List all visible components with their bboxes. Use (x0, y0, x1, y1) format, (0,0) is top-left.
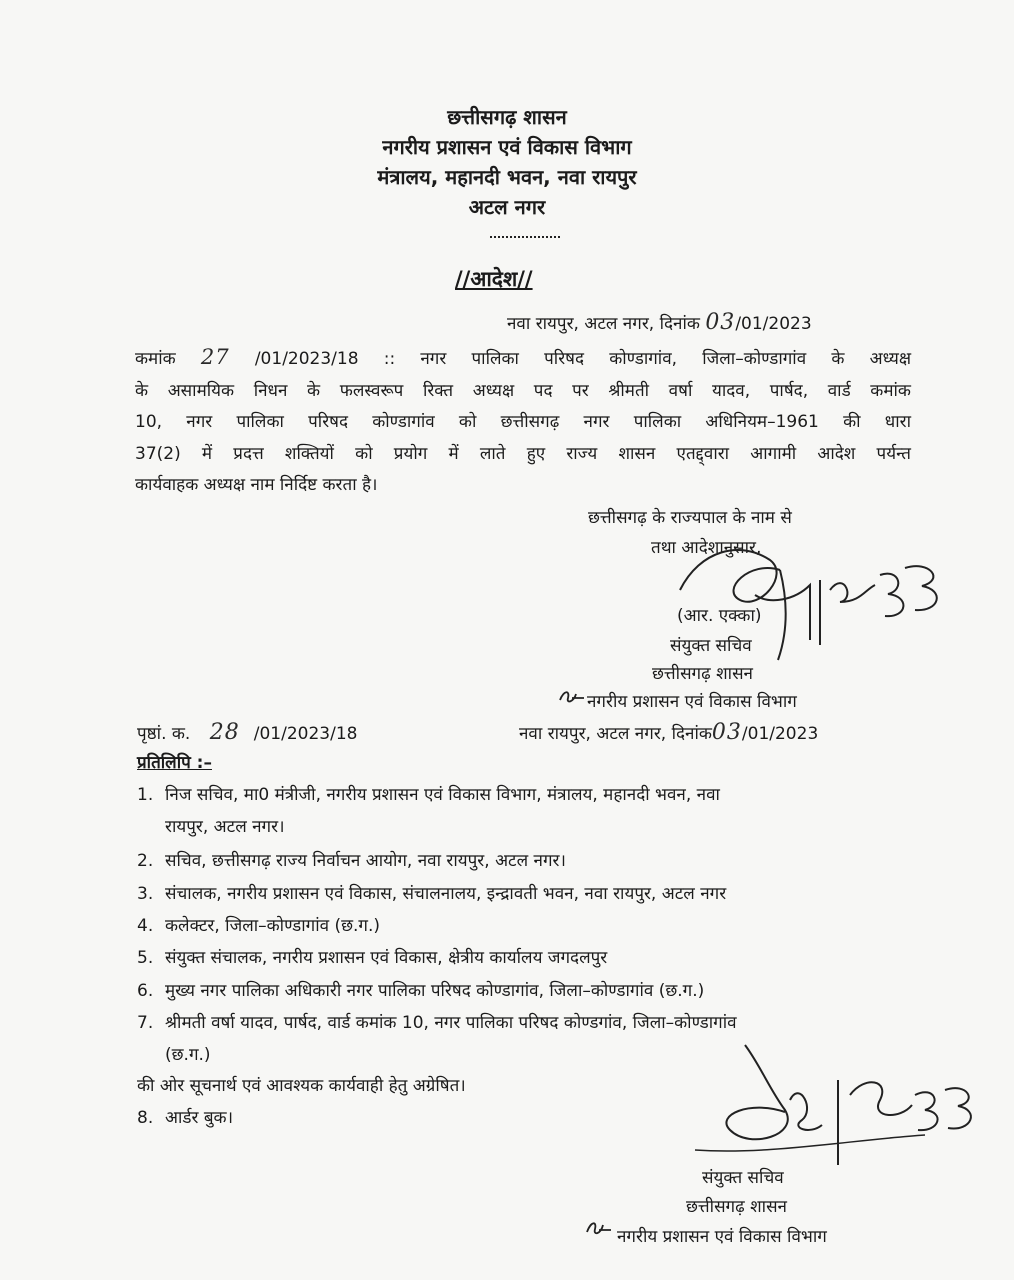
list-item-number: 2. (137, 851, 154, 871)
signature1-name: (आर. एक्का) (677, 606, 762, 626)
signature1-authority: छत्तीसगढ़ के राज्यपाल के नाम से (588, 508, 792, 528)
list-item-text: संयुक्त संचालक, नगरीय प्रशासन एवं विकास, क्षेत्रीय कार्यालय जगदलपुर (165, 948, 608, 968)
endorsement-number (137, 720, 357, 745)
order-body-line: के असामयिक निधन के फलस्वरूप रिक्त अध्यक्ष पद पर श्रीमती वर्षा यादव, पार्षद, वार्ड कमांक (135, 380, 911, 401)
header-address (0, 163, 1014, 190)
order-number-handwritten: 27 (200, 345, 230, 369)
order-title-text: //आदेश// (455, 267, 533, 291)
header-city (0, 193, 1014, 220)
header-govt-text: छत्तीसगढ़ शासन (447, 105, 567, 129)
endorsement-date-prefix: नवा रायपुर, अटल नगर, दिनांक (519, 724, 712, 744)
order-date-prefix: नवा रायपुर, अटल नगर, दिनांक (507, 314, 700, 334)
endorsement-date-suffix: /01/2023 (741, 724, 819, 744)
header-divider (490, 236, 560, 238)
list-item (137, 848, 566, 871)
signature2-govt: छत्तीसगढ़ शासन (686, 1197, 787, 1217)
list-item (137, 1010, 737, 1033)
endorsement-number-suffix: /01/2023/18 (253, 724, 358, 744)
list-item-number: 4. (137, 916, 154, 936)
order-number-suffix: /01/2023/18 :: नगर पालिका परिषद कोण्डागांव, जिला–कोण्डागांव के अध्यक्ष (254, 349, 912, 369)
list-item-number: 7. (137, 1013, 154, 1033)
header-dept (0, 133, 1014, 160)
signature1-dept: नगरीय प्रशासन एवं विकास विभाग (587, 692, 797, 712)
order-body-line: कार्यवाहक अध्यक्ष नाम निर्दिष्ट करता है। (135, 475, 378, 495)
header-govt (0, 103, 1014, 130)
list-item-text: सचिव, छत्तीसगढ़ राज्य निर्वाचन आयोग, नवा रायपुर, अटल नगर। (165, 851, 566, 871)
forward-line: की ओर सूचनार्थ एवं आवश्यक कार्यवाही हेतु अग्रेषित। (137, 1076, 466, 1096)
endorsement-date-handwritten: 03 (711, 720, 742, 745)
list-item-text: श्रीमती वर्षा यादव, पार्षद, वार्ड कमांक 10, नगर पालिका परिषद कोण्डगांव, जिला–कोण्डागांव (165, 1013, 737, 1033)
order-date (507, 310, 812, 335)
flourish-icon (585, 1218, 613, 1238)
order-number-prefix: कमांक (135, 349, 176, 369)
list-item-text: मुख्य नगर पालिका अधिकारी नगर पालिका परिषद कोण्डागांव, जिला–कोण्डागांव (छ.ग.) (165, 981, 705, 1001)
order-title (455, 265, 533, 293)
signature1-order-line: तथा आदेशानुसार, (651, 538, 762, 558)
endorsement-date (519, 720, 818, 745)
endorsement-number-handwritten: 28 (209, 720, 240, 745)
header-dept-text: नगरीय प्रशासन एवं विकास विभाग (382, 135, 632, 159)
list-item-text: कलेक्टर, जिला–कोण्डागांव (छ.ग.) (165, 916, 381, 936)
signature1-govt: छत्तीसगढ़ शासन (652, 664, 753, 684)
list-item-continuation: (छ.ग.) (165, 1045, 211, 1065)
order-body-first-line (135, 342, 911, 376)
order-body (135, 342, 911, 502)
list-item-text: निज सचिव, मा0 मंत्रीजी, नगरीय प्रशासन एवं विकास विभाग, मंत्रालय, महानदी भवन, नवा (165, 785, 720, 805)
list-item (137, 913, 380, 936)
list-item (137, 881, 726, 904)
copy-label: प्रतिलिपि :– (137, 753, 212, 773)
list-item (137, 945, 607, 968)
list-item-number: 6. (137, 981, 154, 1001)
order-body-line: 37(2) में प्रदत्त शक्तियों को प्रयोग में लाते हुए राज्य शासन एतद्द्वारा आगामी आदेश पर्यन्त (135, 443, 911, 464)
header-city-text: अटल नगर (468, 195, 546, 219)
order-book-number: 8. (137, 1108, 154, 1128)
header-address-text: मंत्रालय, महानदी भवन, नवा रायपुर (377, 165, 637, 189)
signature2-designation: संयुक्त सचिव (702, 1168, 784, 1188)
list-item-number: 5. (137, 948, 154, 968)
order-date-handwritten: 03 (705, 310, 736, 335)
signature2-handwritten-icon (690, 1040, 980, 1180)
order-date-suffix: /01/2023 (735, 314, 812, 334)
signature2-dept: नगरीय प्रशासन एवं विकास विभाग (617, 1227, 827, 1247)
list-item (137, 782, 720, 805)
signature1-designation: संयुक्त सचिव (670, 636, 752, 656)
list-item-number: 3. (137, 884, 154, 904)
flourish-icon (558, 688, 586, 706)
list-item-continuation: रायपुर, अटल नगर। (165, 817, 285, 837)
order-book-item (137, 1105, 233, 1128)
list-item (137, 978, 704, 1001)
list-item-text: संचालक, नगरीय प्रशासन एवं विकास, संचालनालय, इन्द्रावती भवन, नवा रायपुर, अटल नगर (165, 884, 727, 904)
order-body-line: 10, नगर पालिका परिषद कोण्डागांव को छत्तीसगढ़ नगर पालिका अधिनियम–1961 की धारा (135, 412, 911, 432)
endorsement-number-prefix: पृष्ठां. क. (137, 724, 191, 744)
list-item-number: 1. (137, 785, 154, 805)
order-book-text: आर्डर बुक। (165, 1108, 234, 1128)
